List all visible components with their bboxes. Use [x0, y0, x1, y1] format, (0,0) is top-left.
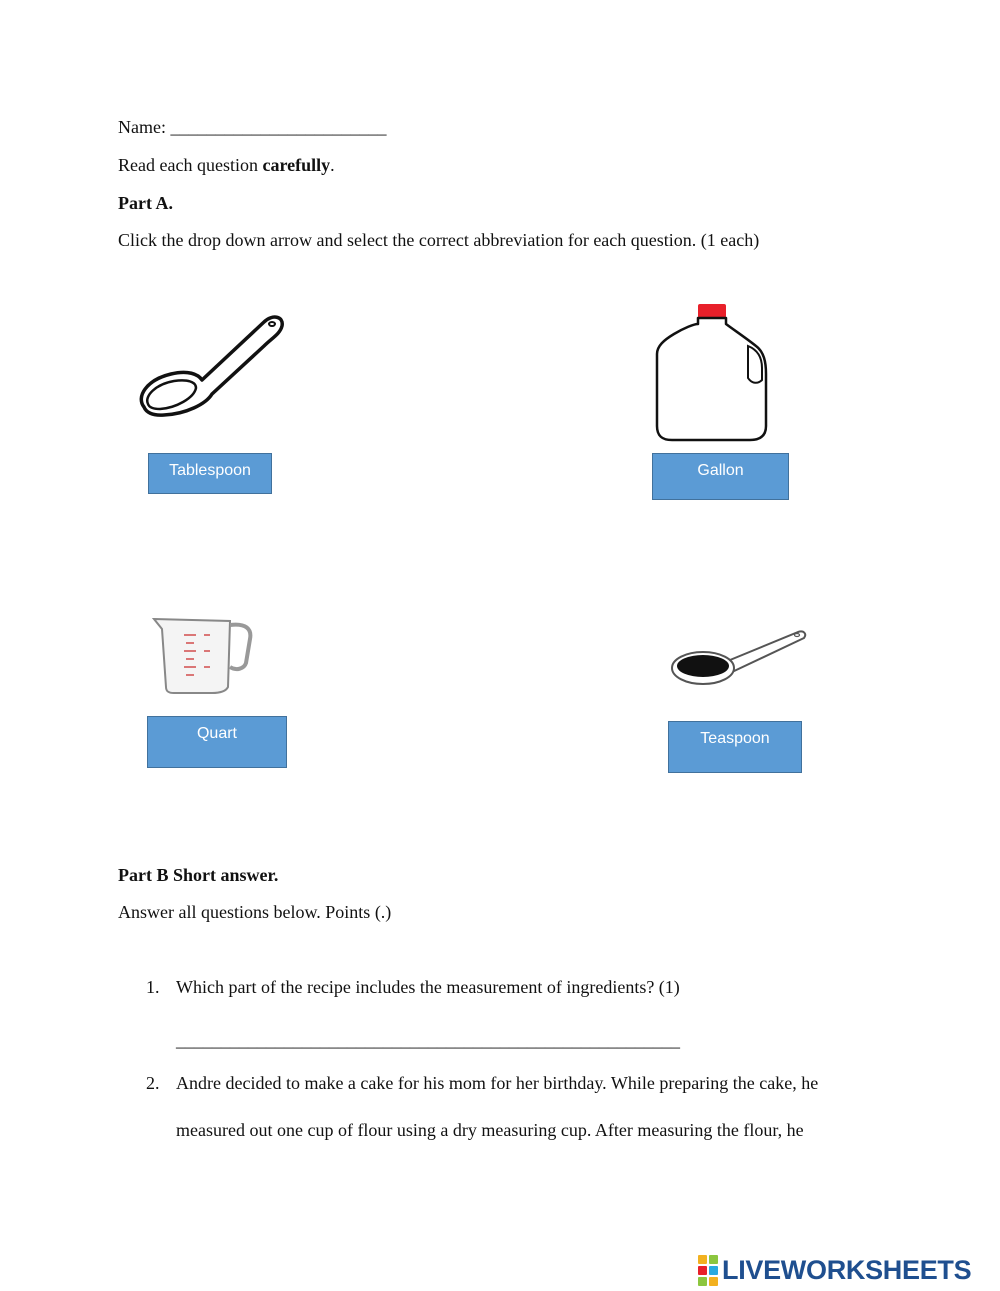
- teaspoon-icon: [670, 628, 808, 690]
- name-blank[interactable]: ________________________: [170, 117, 387, 137]
- question-number: 2.: [146, 1073, 160, 1093]
- question-1-answer-blank[interactable]: ________________________________________________________: [176, 1030, 680, 1050]
- gallon-jug-icon: [654, 302, 770, 442]
- question-2-text-line-2: measured out one cup of flour using a dry measuring cup. After measuring the flour, he: [176, 1120, 804, 1140]
- name-label: Name:: [118, 117, 166, 137]
- part-b-instruction: Answer all questions below. Points (.): [118, 902, 392, 922]
- general-instruction: Read each question carefully.: [118, 155, 335, 175]
- logo-blocks-icon: [698, 1255, 718, 1286]
- answer-dropdown-teaspoon[interactable]: Teaspoon: [668, 721, 802, 773]
- answer-dropdown-quart[interactable]: Quart: [147, 716, 287, 768]
- question-1-text: Which part of the recipe includes the measurement of ingredients? (1): [176, 977, 680, 997]
- answer-dropdown-tablespoon[interactable]: Tablespoon: [148, 453, 272, 494]
- answer-dropdown-gallon[interactable]: Gallon: [652, 453, 789, 500]
- part-b-title: Part B Short answer.: [118, 865, 279, 885]
- tablespoon-icon: [136, 312, 286, 418]
- part-a-instruction: Click the drop down arrow and select the correct abbreviation for each question. (1 each): [118, 230, 760, 250]
- logo-text: LIVEWORKSHEETS: [722, 1254, 972, 1285]
- name-line: [118, 117, 386, 138]
- measuring-cup-icon: [150, 615, 256, 695]
- emphasis-carefully: carefully: [262, 155, 331, 175]
- part-a-title: Part A.: [118, 193, 173, 213]
- question-number: 1.: [146, 977, 160, 997]
- question-2-text-line-1: Andre decided to make a cake for his mom for her birthday. While preparing the cake, he: [176, 1073, 819, 1093]
- liveworksheets-logo: [698, 1255, 971, 1285]
